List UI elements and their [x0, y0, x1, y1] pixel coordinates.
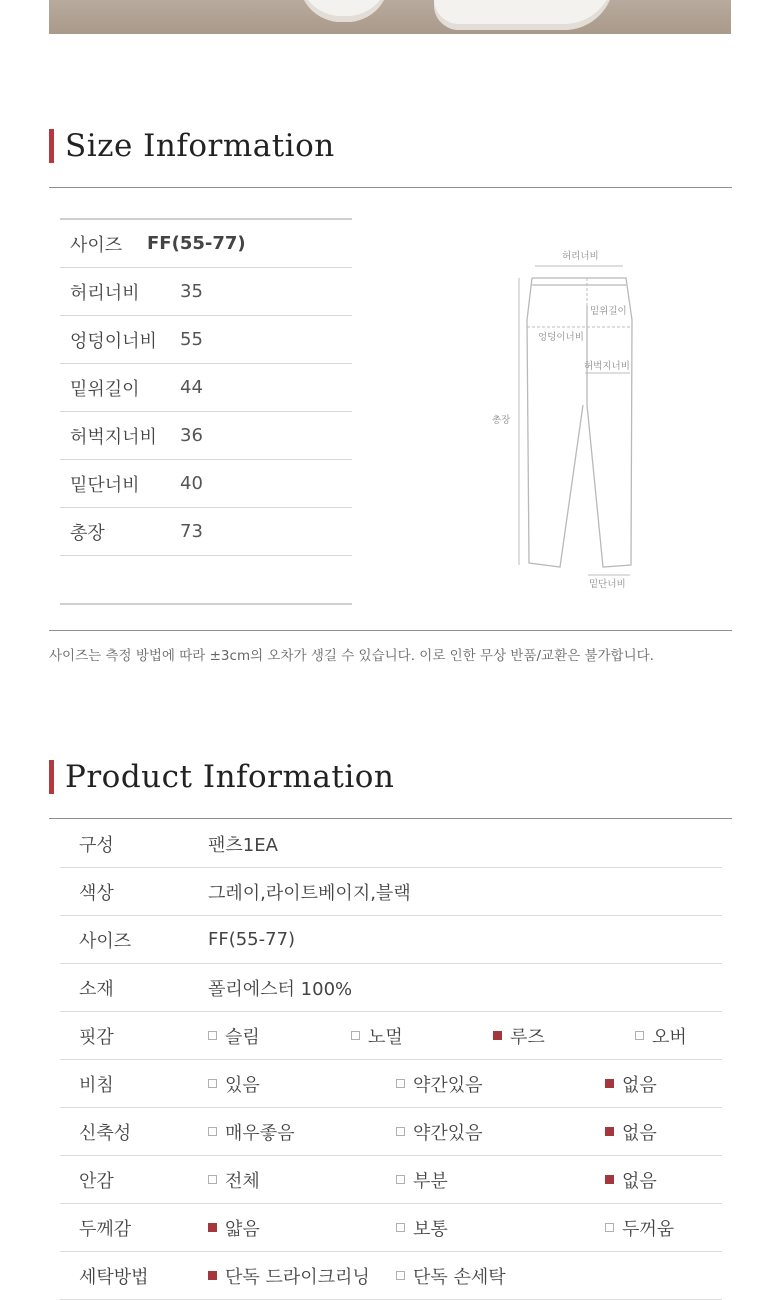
size-row-value: 40 — [180, 473, 203, 494]
product-row-label: 사이즈 — [79, 930, 132, 952]
option-label: 두꺼움 — [622, 1218, 675, 1240]
size-head-value: FF(55-77) — [147, 233, 246, 254]
product-row-value: 팬츠1EA — [208, 834, 278, 856]
diagram-label-rise: 밑위길이 — [590, 306, 627, 317]
option-row-label: 비침 — [79, 1074, 114, 1096]
option-label: 없음 — [622, 1170, 657, 1192]
option-row-label: 세탁방법 — [79, 1266, 149, 1288]
product-row-label: 소재 — [79, 978, 114, 1000]
option-row-sheer — [60, 1060, 722, 1108]
option-label: 보통 — [413, 1218, 448, 1240]
size-row-label: 허리너비 — [70, 282, 140, 304]
size-row-label: 허벅지너비 — [70, 426, 157, 448]
option-label: 부분 — [413, 1170, 448, 1192]
option-label: 루즈 — [510, 1026, 545, 1048]
checkbox-icon — [605, 1079, 614, 1088]
diagram-label-waist: 허리너비 — [562, 251, 599, 262]
option-checkbox — [208, 1263, 370, 1289]
option-checkbox — [396, 1071, 483, 1097]
size-row — [60, 267, 352, 315]
size-title-text: Size Information — [65, 128, 335, 164]
checkbox-icon — [208, 1127, 217, 1136]
diagram-label-hem: 밑단너비 — [589, 579, 626, 590]
size-row-label: 밑단너비 — [70, 474, 140, 496]
option-checkbox — [208, 1023, 260, 1049]
option-row-label: 두께감 — [79, 1218, 132, 1240]
size-row-value: 44 — [180, 377, 203, 398]
size-row-value: 55 — [180, 329, 203, 350]
size-table-bottom-rule — [60, 603, 352, 605]
option-checkbox — [351, 1023, 403, 1049]
option-label: 있음 — [225, 1074, 260, 1096]
option-checkbox — [208, 1167, 260, 1193]
diagram-label-hip: 엉덩이너비 — [538, 332, 584, 343]
option-label: 없음 — [622, 1122, 657, 1144]
option-row-stretch — [60, 1108, 722, 1156]
size-row-value: 73 — [180, 521, 203, 542]
option-checkbox — [493, 1023, 545, 1049]
size-head-label: 사이즈 — [70, 234, 123, 256]
divider — [49, 630, 732, 631]
checkbox-icon — [208, 1271, 217, 1280]
option-checkbox — [208, 1071, 260, 1097]
product-row — [60, 868, 722, 916]
checkbox-icon — [396, 1271, 405, 1280]
product-row-label: 구성 — [79, 834, 114, 856]
option-row-fit — [60, 1012, 722, 1060]
checkbox-icon — [208, 1031, 217, 1040]
divider — [49, 187, 732, 188]
checkbox-icon — [396, 1127, 405, 1136]
size-row-label: 밑위길이 — [70, 378, 140, 400]
option-checkbox — [605, 1071, 657, 1097]
checkbox-icon — [605, 1175, 614, 1184]
product-row-value: 폴리에스터 100% — [208, 978, 353, 1000]
option-checkbox — [208, 1119, 295, 1145]
size-head-row — [60, 218, 352, 267]
product-row-value: 그레이,라이트베이지,블랙 — [208, 882, 411, 904]
checkbox-icon — [208, 1175, 217, 1184]
pants-diagram-svg — [490, 245, 640, 595]
option-row-label: 안감 — [79, 1170, 114, 1192]
size-row — [60, 363, 352, 411]
size-row-value: 36 — [180, 425, 203, 446]
option-label: 슬림 — [225, 1026, 260, 1048]
option-label: 약간있음 — [413, 1122, 483, 1144]
checkbox-icon — [396, 1079, 405, 1088]
option-checkbox — [396, 1215, 448, 1241]
size-row-label: 총장 — [70, 522, 105, 544]
size-row — [60, 507, 352, 555]
diagram-label-length: 총장 — [492, 415, 511, 426]
product-row-label: 색상 — [79, 882, 114, 904]
size-row-empty — [60, 555, 352, 603]
checkbox-icon — [605, 1127, 614, 1136]
option-label: 전체 — [225, 1170, 260, 1192]
checkbox-icon — [605, 1223, 614, 1232]
option-checkbox — [605, 1215, 674, 1241]
option-row-label: 신축성 — [79, 1122, 132, 1144]
option-label: 단독 드라이크리닝 — [225, 1266, 370, 1288]
diagram-label-thigh: 허벅지너비 — [584, 361, 630, 372]
option-checkbox — [635, 1023, 687, 1049]
size-table — [60, 218, 352, 605]
option-checkbox — [605, 1167, 657, 1193]
divider — [49, 818, 732, 819]
option-label: 오버 — [652, 1026, 687, 1048]
title-accent-bar — [49, 760, 54, 794]
option-label: 얇음 — [225, 1218, 260, 1240]
checkbox-icon — [396, 1223, 405, 1232]
option-row-washing — [60, 1252, 722, 1300]
option-label: 단독 손세탁 — [413, 1266, 506, 1288]
product-row — [60, 916, 722, 964]
product-title-text: Product Information — [65, 759, 395, 795]
size-row — [60, 411, 352, 459]
title-accent-bar — [49, 129, 54, 163]
product-row-value: FF(55-77) — [208, 929, 296, 950]
size-note: 사이즈는 측정 방법에 따라 ±3cm의 오차가 생길 수 있습니다. 이로 인한 무상 반품/교환은 불가합니다. — [49, 648, 654, 664]
product-row — [60, 964, 722, 1012]
option-row-thickness — [60, 1204, 722, 1252]
product-photo — [49, 0, 731, 34]
option-label: 없음 — [622, 1074, 657, 1096]
size-section-title — [49, 128, 335, 164]
checkbox-icon — [208, 1223, 217, 1232]
option-row-lining — [60, 1156, 722, 1204]
option-checkbox — [396, 1167, 448, 1193]
option-label: 노멀 — [368, 1026, 403, 1048]
checkbox-icon — [208, 1079, 217, 1088]
checkbox-icon — [635, 1031, 644, 1040]
product-section-title — [49, 759, 394, 795]
pants-outline-right — [532, 278, 632, 567]
option-label: 매우좋음 — [225, 1122, 295, 1144]
size-row — [60, 315, 352, 363]
option-checkbox — [208, 1215, 260, 1241]
option-checkbox — [605, 1119, 657, 1145]
size-row — [60, 459, 352, 507]
shoe-image-right — [434, 0, 614, 30]
pants-measurement-diagram — [490, 245, 640, 595]
option-checkbox — [396, 1119, 483, 1145]
option-label: 약간있음 — [413, 1074, 483, 1096]
size-row-value: 35 — [180, 281, 203, 302]
pants-outline-left — [527, 278, 583, 567]
size-row-label: 엉덩이너비 — [70, 330, 157, 352]
product-row — [60, 820, 722, 868]
option-checkbox — [396, 1263, 506, 1289]
option-row-label: 핏감 — [79, 1026, 114, 1048]
product-table — [60, 820, 722, 1300]
checkbox-icon — [396, 1175, 405, 1184]
checkbox-icon — [351, 1031, 360, 1040]
shoe-image-left — [299, 0, 389, 22]
checkbox-icon — [493, 1031, 502, 1040]
